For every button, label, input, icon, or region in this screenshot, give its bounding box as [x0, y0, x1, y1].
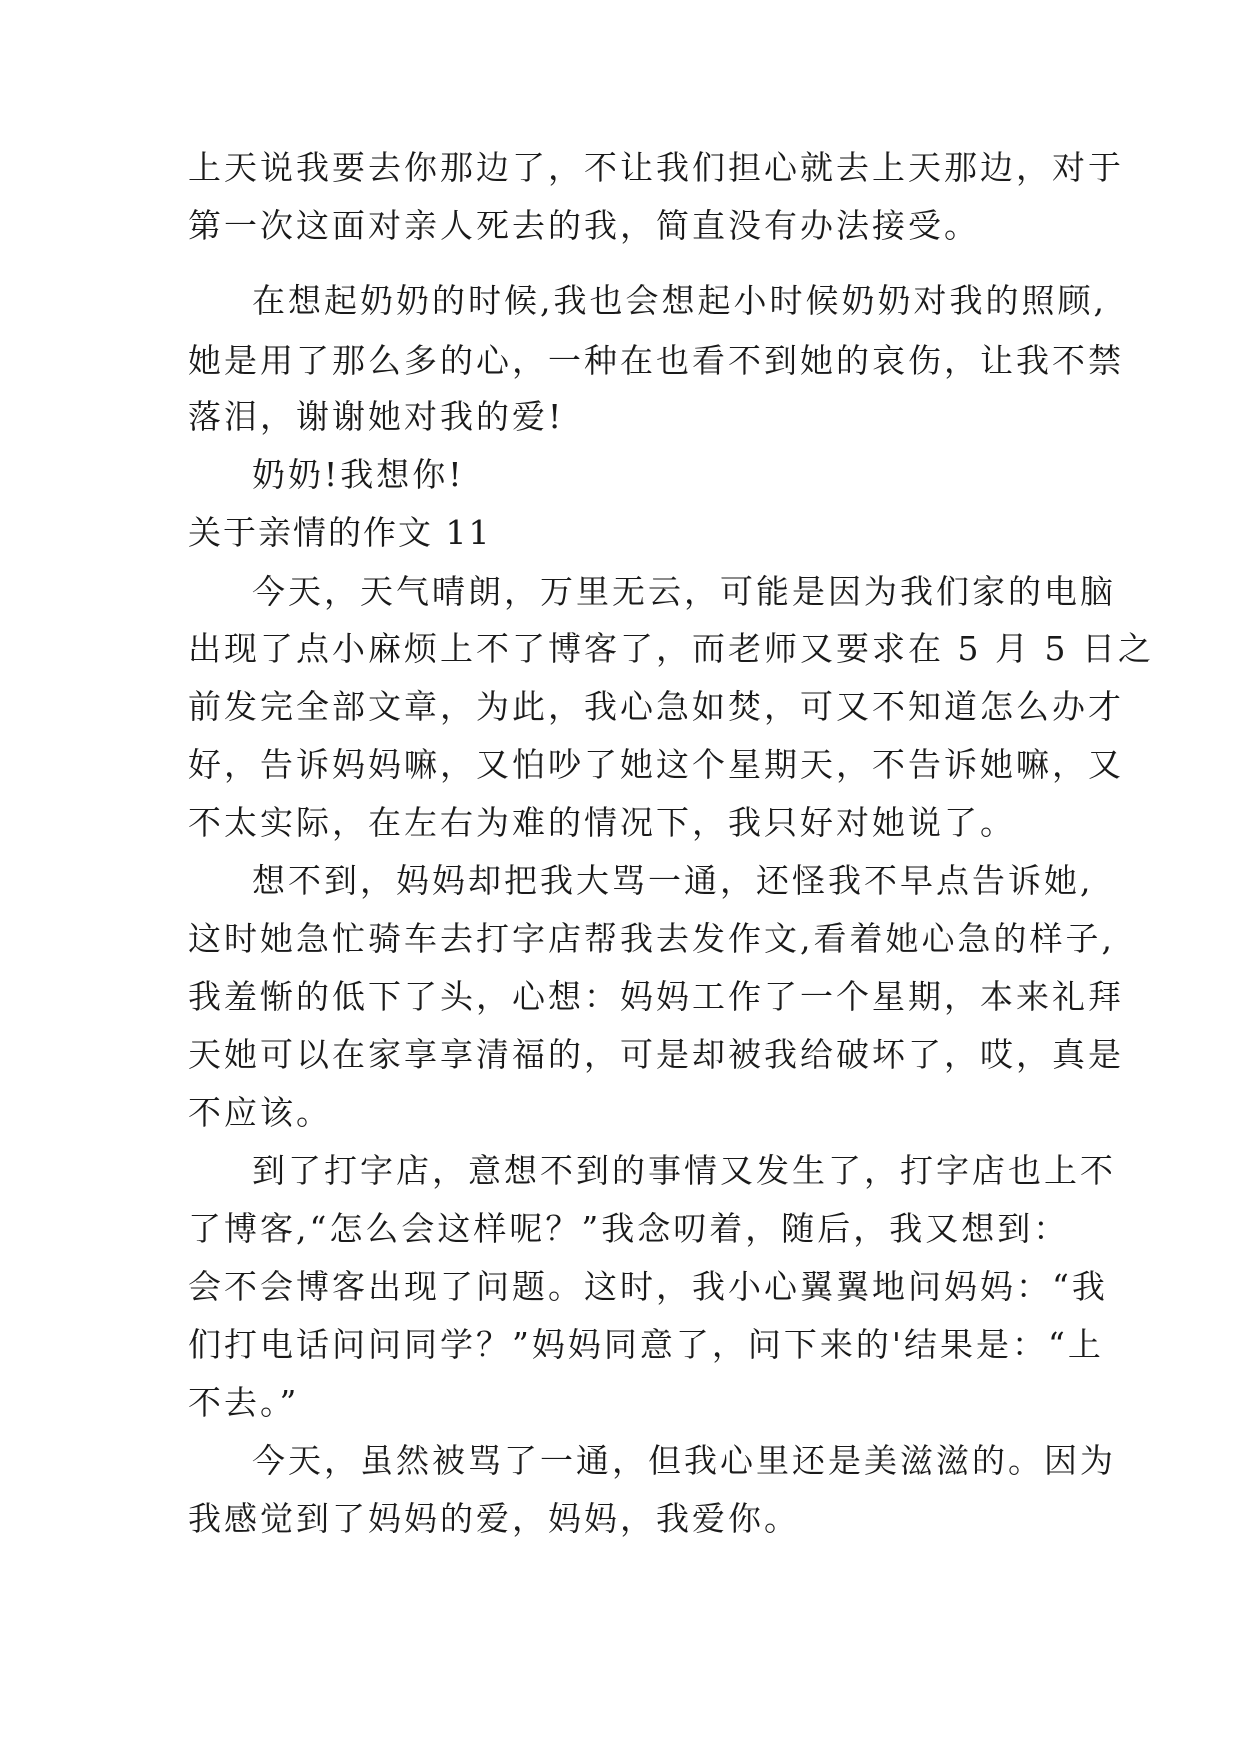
text-line: 天她可以在家享享清福的，可是却被我给破坏了，哎，真是 — [188, 1035, 1124, 1074]
paragraph-start: 今天，天气晴朗，万里无云，可能是因为我们家的电脑 — [252, 572, 1116, 611]
text-line: 好，告诉妈妈嘛，又怕吵了她这个星期天，不告诉她嘛，又 — [188, 745, 1124, 784]
paragraph-start: 想不到，妈妈却把我大骂一通，还怪我不早点告诉她, — [252, 861, 1094, 900]
text-line: 们打电话问问同学？”妈妈同意了，问下来的'结果是：“上 — [188, 1325, 1104, 1364]
text-line: 不太实际，在左右为难的情况下，我只好对她说了。 — [188, 803, 1016, 842]
text-line: 第一次这面对亲人死去的我，简直没有办法接受。 — [188, 206, 980, 245]
section-heading: 关于亲情的作文 11 — [188, 513, 492, 552]
paragraph-start: 在想起奶奶的时候,我也会想起小时候奶奶对我的照顾, — [252, 281, 1107, 320]
text-line: 她是用了那么多的心，一种在也看不到她的哀伤，让我不禁 — [188, 341, 1124, 380]
text-line: 了博客,“怎么会这样呢？”我念叨着，随后，我又想到： — [188, 1209, 1070, 1248]
text-line: 我感觉到了妈妈的爱，妈妈，我爱你。 — [188, 1499, 800, 1538]
text-line: 会不会博客出现了问题。这时，我小心翼翼地问妈妈：“我 — [188, 1267, 1108, 1306]
text-line: 前发完全部文章，为此，我心急如焚，可又不知道怎么办才 — [188, 687, 1124, 726]
text-line: 不应该。 — [188, 1093, 332, 1132]
text-line: 上天说我要去你那边了，不让我们担心就去上天那边，对于 — [188, 148, 1124, 187]
paragraph-start: 到了打字店，意想不到的事情又发生了，打字店也上不 — [252, 1151, 1116, 1190]
text-line: 落泪，谢谢她对我的爱! — [188, 397, 565, 436]
paragraph-start: 今天，虽然被骂了一通，但我心里还是美滋滋的。因为 — [252, 1441, 1116, 1480]
text-line: 出现了点小麻烦上不了博客了，而老师又要求在 5 月 5 日之 — [188, 629, 1154, 668]
text-line: 不去。” — [188, 1383, 300, 1422]
text-line: 这时她急忙骑车去打字店帮我去发作文,看着她心急的样子, — [188, 919, 1115, 958]
text-line: 我羞惭的低下了头，心想：妈妈工作了一个星期，本来礼拜 — [188, 977, 1124, 1016]
paragraph-start: 奶奶!我想你! — [252, 455, 465, 494]
